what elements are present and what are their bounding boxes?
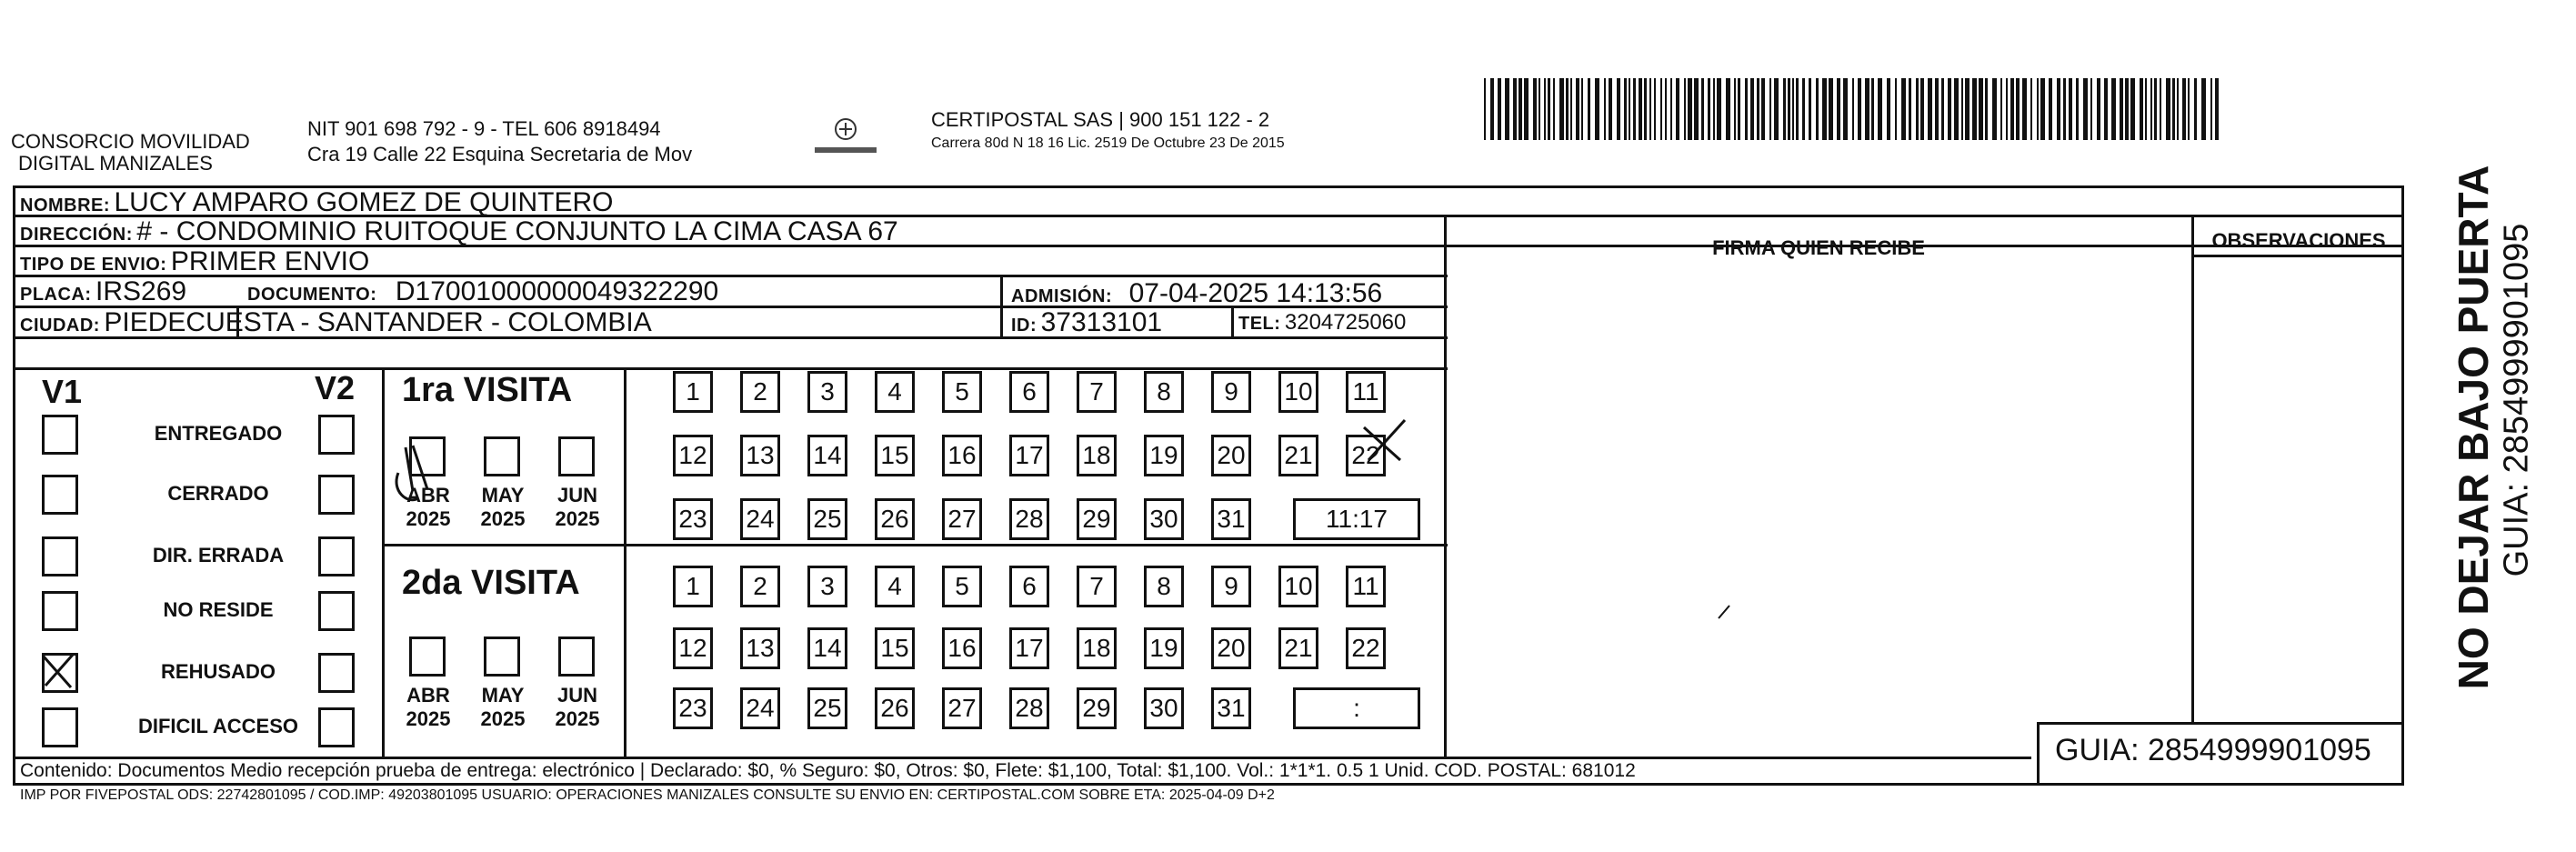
day-box[interactable]: 18 <box>1077 627 1117 669</box>
month-checkbox[interactable] <box>558 436 595 476</box>
nit-line: NIT 901 698 792 - 9 - TEL 606 8918494 <box>307 117 661 140</box>
day-box[interactable]: 4 <box>875 566 915 607</box>
nombre-label: NOMBRE: <box>20 195 111 216</box>
day-box[interactable]: 3 <box>807 566 847 607</box>
tel-label: TEL: <box>1238 314 1281 334</box>
month-label <box>546 484 609 531</box>
address-line: Cra 19 Calle 22 Esquina Secretaria de Mov <box>307 143 693 165</box>
day-box[interactable]: 21 <box>1278 627 1318 669</box>
day-box[interactable]: 26 <box>875 687 915 729</box>
month-label <box>396 484 460 531</box>
contenido-line: Contenido: Documentos Medio recepción prueba de entrega: electrónico | Declarado: $0, % Seguro: $0, Otros: $0, Flete: $1,100, Total: $1,100. Vol.: 1*1*1. 0.5 1 Unid. COD. POSTAL: 681012 <box>20 760 1636 781</box>
status-v2-checkbox[interactable] <box>318 415 355 455</box>
day-box[interactable]: 30 <box>1144 498 1184 540</box>
certipostal-logo <box>809 115 882 162</box>
tel-field <box>1238 307 1406 341</box>
tipo-envio-label: TIPO DE ENVIO: <box>20 255 167 275</box>
status-v2-checkbox[interactable] <box>318 591 355 631</box>
admision-label: ADMISIÓN: <box>1011 286 1113 306</box>
day-box[interactable]: 24 <box>740 498 780 540</box>
month-checkbox[interactable] <box>409 636 446 677</box>
observaciones-header: OBSERVACIONES <box>2211 229 2386 252</box>
month-name: ABR <box>406 684 450 707</box>
documento-label: DOCUMENTO: <box>247 285 377 305</box>
day-box[interactable]: 12 <box>673 435 713 476</box>
second-visit-title: 2da VISITA <box>402 564 580 602</box>
status-v1-checkbox[interactable] <box>42 707 78 747</box>
status-label: ENTREGADO <box>154 422 283 445</box>
first-visit-title: 1ra VISITA <box>402 371 573 409</box>
day-box[interactable]: 11 <box>1346 566 1386 607</box>
month-checkbox[interactable] <box>409 436 446 476</box>
day-box[interactable]: 10 <box>1278 566 1318 607</box>
guia-box-text: GUIA: 2854999901095 <box>2055 733 2371 767</box>
day-box[interactable]: 2 <box>740 566 780 607</box>
month-checkbox[interactable] <box>558 636 595 677</box>
tel-value: 3204725060 <box>1284 310 1407 335</box>
month-name: ABR <box>406 484 450 506</box>
day-box[interactable]: 8 <box>1144 566 1184 607</box>
day-box[interactable]: 29 <box>1077 498 1117 540</box>
id-value: 37313101 <box>1040 307 1163 337</box>
day-box[interactable]: 31 <box>1211 687 1251 729</box>
day-box[interactable]: 6 <box>1009 371 1049 413</box>
placa-label: PLACA: <box>20 285 92 305</box>
day-box[interactable]: 13 <box>740 627 780 669</box>
day-box[interactable]: 25 <box>807 687 847 729</box>
tipo-envio-value: PRIMER ENVIO <box>170 246 370 276</box>
month-year: 2025 <box>480 707 526 730</box>
day-box[interactable]: 10 <box>1278 371 1318 413</box>
day-box[interactable]: 19 <box>1144 627 1184 669</box>
day-box[interactable]: 7 <box>1077 566 1117 607</box>
day-box[interactable]: 21 <box>1278 435 1318 476</box>
day-box[interactable]: 5 <box>942 566 982 607</box>
ciudad-field <box>20 307 652 343</box>
status-label: REHUSADO <box>161 660 276 683</box>
day-box[interactable]: 30 <box>1144 687 1184 729</box>
day-box[interactable]: 15 <box>875 627 915 669</box>
month-label <box>471 684 535 731</box>
day-box[interactable]: 27 <box>942 498 982 540</box>
month-year: 2025 <box>406 707 451 730</box>
day-box[interactable]: 31 <box>1211 498 1251 540</box>
day-box[interactable]: 18 <box>1077 435 1117 476</box>
id-label: ID: <box>1011 316 1037 336</box>
status-v2-checkbox[interactable] <box>318 653 355 693</box>
status-v2-checkbox[interactable] <box>318 707 355 747</box>
month-checkbox[interactable] <box>484 436 520 476</box>
day-box[interactable]: 27 <box>942 687 982 729</box>
direccion-label: DIRECCIÓN: <box>20 225 133 245</box>
month-name: JUN <box>556 484 597 506</box>
day-box[interactable]: 3 <box>807 371 847 413</box>
day-box[interactable]: 19 <box>1144 435 1184 476</box>
month-year: 2025 <box>406 507 451 530</box>
month-label <box>546 684 609 731</box>
status-v1-checkbox[interactable] <box>42 536 78 576</box>
time-box[interactable]: 11:17 <box>1293 498 1420 540</box>
day-box[interactable]: 4 <box>875 371 915 413</box>
day-box[interactable]: 1 <box>673 566 713 607</box>
id-field <box>1011 307 1162 343</box>
day-box[interactable]: 29 <box>1077 687 1117 729</box>
admision-value: 07-04-2025 14:13:56 <box>1128 278 1383 308</box>
status-label: DIR. ERRADA <box>152 544 285 566</box>
day-box[interactable]: 9 <box>1211 566 1251 607</box>
month-name: MAY <box>481 684 525 707</box>
month-year: 2025 <box>480 507 526 530</box>
placa-value: IRS269 <box>95 276 187 306</box>
status-label: CERRADO <box>167 482 269 505</box>
day-box[interactable]: 17 <box>1009 627 1049 669</box>
day-box[interactable]: 7 <box>1077 371 1117 413</box>
month-label <box>396 684 460 731</box>
day-box[interactable]: 1 <box>673 371 713 413</box>
month-year: 2025 <box>555 707 600 730</box>
barcode <box>1484 78 2220 140</box>
time-box[interactable]: : <box>1293 687 1420 729</box>
month-name: MAY <box>481 484 525 506</box>
month-label <box>471 484 535 531</box>
status-v1-checkbox[interactable] <box>42 591 78 631</box>
month-name: JUN <box>556 684 597 707</box>
ciudad-value: PIEDECUESTA - SANTANDER - COLOMBIA <box>104 307 652 337</box>
day-box[interactable]: 2 <box>740 371 780 413</box>
day-box[interactable]: 20 <box>1211 435 1251 476</box>
v1-label: V1 <box>42 373 83 410</box>
day-box[interactable]: 25 <box>807 498 847 540</box>
firma-header: FIRMA QUIEN RECIBE <box>1712 236 1925 259</box>
day-box[interactable]: 14 <box>807 627 847 669</box>
v2-label: V2 <box>315 369 356 406</box>
status-label: NO RESIDE <box>163 598 274 621</box>
status-v2-checkbox[interactable] <box>318 536 355 576</box>
day-box[interactable]: 16 <box>942 627 982 669</box>
day-box[interactable]: 12 <box>673 627 713 669</box>
status-v1-checkbox[interactable] <box>42 415 78 455</box>
day-box[interactable]: 9 <box>1211 371 1251 413</box>
certipostal-line2: Carrera 80d N 18 16 Lic. 2519 De Octubre 23 De 2015 <box>931 135 1285 151</box>
month-year: 2025 <box>555 507 600 530</box>
day-box[interactable]: 22 <box>1346 435 1386 476</box>
status-v2-checkbox[interactable] <box>318 475 355 515</box>
no-dejar-text: NO DEJAR BAJO PUERTA <box>2450 165 2497 690</box>
month-checkbox[interactable] <box>484 636 520 677</box>
status-v1-checkbox[interactable] <box>42 475 78 515</box>
day-box[interactable]: 28 <box>1009 687 1049 729</box>
day-box[interactable]: 5 <box>942 371 982 413</box>
day-box[interactable]: 6 <box>1009 566 1049 607</box>
day-box[interactable]: 11 <box>1346 371 1386 413</box>
day-box[interactable]: 13 <box>740 435 780 476</box>
imp-line: IMP POR FIVEPOSTAL ODS: 22742801095 / COD.IMP: 49203801095 USUARIO: OPERACIONES MANIZALES CONSULTE SU ENVIO EN: CERTIPOSTAL.COM SOBRE ETA: 2025-04-09 D+2 <box>20 787 1275 803</box>
status-v1-checkbox[interactable] <box>42 653 78 693</box>
day-box[interactable]: 24 <box>740 687 780 729</box>
nombre-value: LUCY AMPARO GOMEZ DE QUINTERO <box>114 187 614 217</box>
certipostal-line1: CERTIPOSTAL SAS | 900 151 122 - 2 <box>931 108 1270 131</box>
documento-value: D17001000000049322290 <box>395 276 719 306</box>
status-label: DIFICIL ACCESO <box>137 715 298 737</box>
day-box[interactable]: 20 <box>1211 627 1251 669</box>
day-box[interactable]: 14 <box>807 435 847 476</box>
ciudad-label: CIUDAD: <box>20 316 100 336</box>
day-box[interactable]: 8 <box>1144 371 1184 413</box>
day-box[interactable]: 26 <box>875 498 915 540</box>
day-box[interactable]: 17 <box>1009 435 1049 476</box>
direccion-value: # - CONDOMINIO RUITOQUE CONJUNTO LA CIMA CASA 67 <box>136 216 898 246</box>
day-box[interactable]: 23 <box>673 498 713 540</box>
day-box[interactable]: 16 <box>942 435 982 476</box>
side-guia-text: GUIA: 2854999901095 <box>2497 223 2536 577</box>
day-box[interactable]: 15 <box>875 435 915 476</box>
day-box[interactable]: 23 <box>673 687 713 729</box>
company-name-line1: CONSORCIO MOVILIDAD <box>11 130 250 153</box>
company-name-line2: DIGITAL MANIZALES <box>18 152 213 175</box>
day-box[interactable]: 22 <box>1346 627 1386 669</box>
day-box[interactable]: 28 <box>1009 498 1049 540</box>
